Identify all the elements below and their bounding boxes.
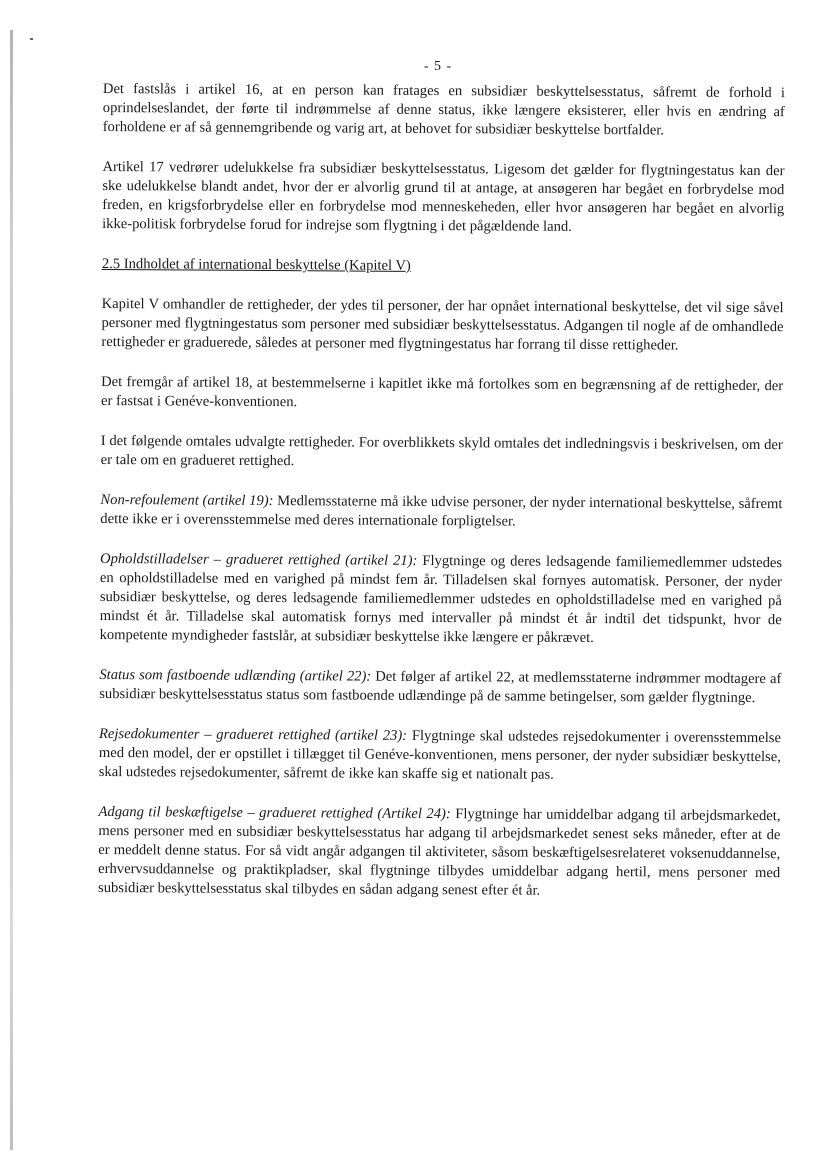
right-text: Flygtninge har umiddelbar adgang til arbejdsmarkedet, mens personer med en subsidiær beskyttelsesstatus har adgang til arbejdsmarkedet senest seks måneder, efter at de er meddelt denne status. For så vidt angår adgangen til aktiviteter, såsom beskæftigelsesrelateret voksenuddannelse, erhvervsuddannelse og praktikpladser, skal flygtninge tilbydes umiddelbar adgang hertil, mens personer med subsidiær beskyttelsesstatus skal tilbydes en sådan adgang senest efter ét år.	[98, 806, 781, 899]
page-number: - 5 -	[423, 59, 453, 74]
scan-speck	[30, 38, 33, 40]
right-employment	[98, 803, 781, 902]
right-text: Flygtninge skal udstedes rejsedokumenter i overensstemmelse med den model, der er opstillet i tillægget til Genéve-konventionen, mens personer, der nyder subsidiær beskyttelse, skal udstedes rejsedokumenter, såfremt de ikke kan skaffe sig et nationalt pas.	[98, 727, 782, 783]
right-term: Opholdstilladelser – gradueret rettighed (artikel 21):	[100, 550, 418, 569]
right-term: Adgang til beskæftigelse – gradueret rettighed (Artikel 24):	[98, 803, 451, 823]
right-travel-documents	[99, 725, 781, 786]
right-term: Non-refoulement (artikel 19):	[100, 491, 274, 510]
right-text: Medlemsstaterne må ikke udvise personer, der nyder international beskyttelse, såfremt dette ikke er i overensstemmelse med deres internationale forpligtelser.	[100, 493, 783, 530]
scan-margin-shadow	[10, 30, 13, 1150]
right-text: Det følger af artikel 22, at medlemsstaterne indrømmer modtagere af subsidiær beskyttelsesstatus status som fastboende udlændinge på de samme betingelser, som gælder flygtninge.	[99, 668, 782, 706]
right-term: Rejsedokumenter – gradueret rettighed (artikel 23):	[98, 725, 408, 744]
right-non-refoulement	[100, 491, 782, 533]
paragraph-overview: I det følgende omtales udvalgte rettigheder. For overblikkets skyld omtales det indledningsvis i beskrivelsen, om der er tale om en gradueret rettighed.	[100, 432, 783, 470]
section-heading: 2.5 Indholdet af international beskyttelse (Kapitel V)	[101, 255, 411, 274]
paragraph-article-18: Det fremgår af artikel 18, at bestemmelserne i kapitlet ikke må fortolkes som en begrænsning af de rettigheder, der er fastsat i Genéve-konventionen.	[100, 373, 784, 411]
right-term: Status som fastboende udlænding (artikel 22):	[99, 666, 372, 685]
paragraph-article-16: Det fastslås i artikel 16, at en person kan fratages en subsidiær beskyttelsesstatus, såfremt de forhold i oprindelseslandet, der førte til indrømmelse af denne status, ikke længere eksisterer, eller hvis en ændring af forholdene er af så gennemgribende og varig art, at behovet for subsidiær beskyttelse bortfalder.	[102, 80, 785, 139]
right-residence-permits	[100, 550, 783, 649]
right-long-term-resident	[99, 666, 781, 708]
right-text: Flygtninge og deres ledsagende familiemedlemmer udstedes en opholdstilladelse med en varighed på mindst fem år. Tilladelsen skal fornyes automatisk. Personer, der nyder subsidiær beskyttelse, og deres ledsagende familiemedlemmer udstedes en opholdstilladelse med en varighed på mindst ét år. Tilladelse skal automatisk fornys med intervaller på mindst ét år indtil det tidspunkt, hvor de kompetente myndigheder fastslår, at subsidiær beskyttelse ikke længere er påkrævet.	[99, 552, 783, 647]
paragraph-chapter-v: Kapitel V omhandler de rettigheder, der ydes til personer, der har opnået international beskyttelse, det vil sige såvel personer med flygtningestatus som personer med subsidiær beskyttelsesstatus. Adgangen til nogle af de omhandlede rettigheder er graduerede, således at personer med flygtningestatus har forrang til disse rettigheder.	[101, 295, 784, 354]
document-body	[98, 80, 785, 923]
paragraph-article-17: Artikel 17 vedrører udelukkelse fra subsidiær beskyttelsesstatus. Ligesom det gælder for flygtningestatus kan der ske udelukkelse blandt andet, hvor der er alvorlig grund til at antage, at ansøgeren har begået en forbrydelse mod freden, en krigsforbrydelse eller en forbrydelse mod menneskeheden, eller hvor ansøgeren har begået en alvorlig ikke-politisk forbrydelse forud for indrejse som flygtning i det pågældende land.	[102, 158, 785, 235]
